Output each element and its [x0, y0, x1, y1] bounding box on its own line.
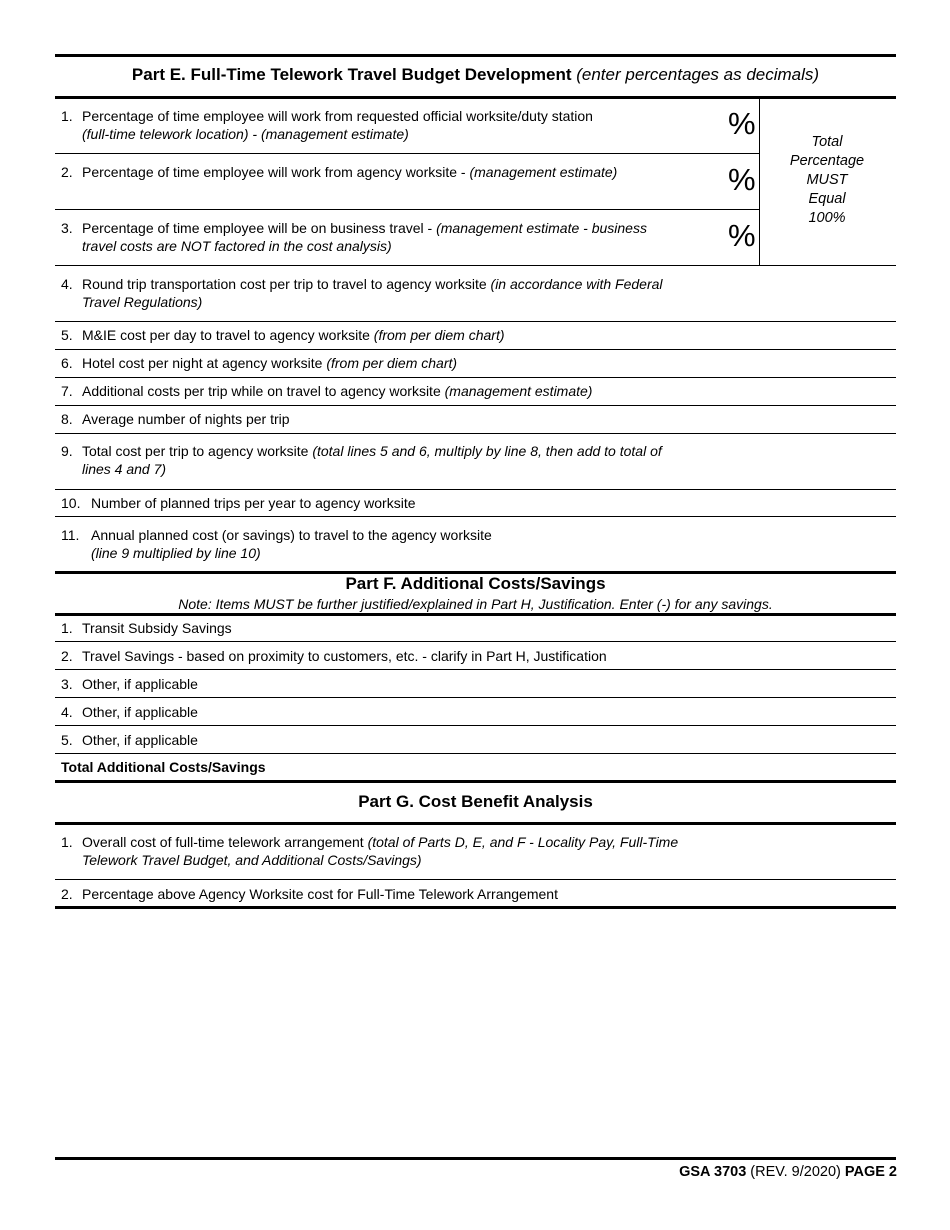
part-f-note: Note: Items MUST be further justified/explained in Part H, Justification. Enter (-) for any savings.	[178, 596, 773, 612]
row-divider	[55, 405, 896, 406]
row-text: Annual planned cost (or savings) to travel to the agency worksite (line 9 multiplied by line 10)	[91, 527, 492, 561]
row-number: 3.	[61, 676, 73, 692]
row-divider	[55, 265, 896, 266]
row-divider	[55, 153, 760, 154]
row-text: Number of planned trips per year to agency worksite	[91, 495, 416, 511]
percent-column-divider	[759, 98, 760, 265]
row-number: 2.	[61, 164, 73, 180]
row-text: Average number of nights per trip	[82, 411, 290, 427]
row-text: Other, if applicable	[82, 732, 198, 748]
row-number: 6.	[61, 355, 73, 371]
row-number: 1.	[61, 108, 73, 124]
part-e-rule	[55, 96, 896, 99]
row-number: 1.	[61, 620, 73, 636]
part-e-title: Part E. Full-Time Telework Travel Budget Development (enter percentages as decimals)	[131, 65, 820, 84]
row-number: 8.	[61, 411, 73, 427]
part-g-bottom-rule	[55, 906, 896, 909]
row-divider	[55, 753, 896, 754]
row-divider	[55, 641, 896, 642]
row-divider	[55, 433, 896, 434]
top-rule	[55, 54, 896, 57]
row-divider	[55, 725, 896, 726]
row-text: Percentage of time employee will work from agency worksite - (management estimate)	[82, 164, 618, 180]
part-g-title: Part G. Cost Benefit Analysis	[358, 792, 593, 811]
row-divider	[55, 489, 896, 490]
row-number: 5.	[61, 327, 73, 343]
row-text: Total cost per trip to agency worksite (total lines 5 and 6, multiply by line 8, then add to total of lines 4 and 7)	[82, 443, 662, 477]
row-text: Other, if applicable	[82, 704, 198, 720]
row-text: Percentage of time employee will work from requested official worksite/duty station (full-time telework location) - (management estimate)	[82, 108, 593, 142]
row-number: 2.	[61, 648, 73, 664]
row-number: 10.	[61, 495, 81, 511]
row-divider	[55, 377, 896, 378]
row-number: 4.	[61, 704, 73, 720]
row-text: Transit Subsidy Savings	[82, 620, 232, 636]
percent-icon: %	[728, 106, 756, 141]
total-additional-costs-label: Total Additional Costs/Savings	[61, 759, 266, 775]
row-text: Round trip transportation cost per trip to travel to agency worksite (in accordance with Federal Travel Regulations)	[82, 276, 663, 310]
footer-rule	[55, 1157, 896, 1160]
row-text: Hotel cost per night at agency worksite (from per diem chart)	[82, 355, 458, 371]
row-number: 1.	[61, 834, 73, 850]
row-divider	[55, 879, 896, 880]
row-number: 3.	[61, 220, 73, 236]
row-number: 2.	[61, 886, 73, 902]
percent-icon: %	[728, 218, 756, 253]
row-text: Overall cost of full-time telework arrangement (total of Parts D, E, and F - Locality Pay, Full-Time Telework Travel Budget, and Additional Costs/Savings)	[82, 834, 679, 868]
row-divider	[55, 516, 896, 517]
row-divider	[55, 209, 760, 210]
row-divider	[55, 349, 896, 350]
part-g-rule	[55, 822, 896, 825]
row-text: Other, if applicable	[82, 676, 198, 692]
row-number: 9.	[61, 443, 73, 459]
row-text: Percentage above Agency Worksite cost for Full-Time Telework Arrangement	[82, 886, 558, 902]
row-number: 5.	[61, 732, 73, 748]
row-divider	[55, 321, 896, 322]
form-footer: GSA 3703 (REV. 9/2020) PAGE 2	[679, 1164, 897, 1180]
part-f-title: Part F. Additional Costs/Savings	[345, 574, 606, 593]
row-divider	[55, 669, 896, 670]
row-text: Percentage of time employee will be on business travel - (management estimate - business travel costs are NOT factored in the cost analysis)	[82, 220, 647, 254]
row-divider	[55, 697, 896, 698]
row-text: Additional costs per trip while on travel to agency worksite (management estimate)	[82, 383, 593, 399]
row-number: 4.	[61, 276, 73, 292]
part-g-top-rule	[55, 780, 896, 783]
percent-icon: %	[728, 162, 756, 197]
row-text: M&IE cost per day to travel to agency worksite (from per diem chart)	[82, 327, 505, 343]
total-percentage-note: Total Percentage MUST Equal 100%	[789, 134, 865, 226]
row-number: 7.	[61, 383, 73, 399]
row-number: 11.	[61, 527, 80, 543]
part-f-rule	[55, 613, 896, 616]
row-text: Travel Savings - based on proximity to customers, etc. - clarify in Part H, Justification	[82, 648, 607, 664]
